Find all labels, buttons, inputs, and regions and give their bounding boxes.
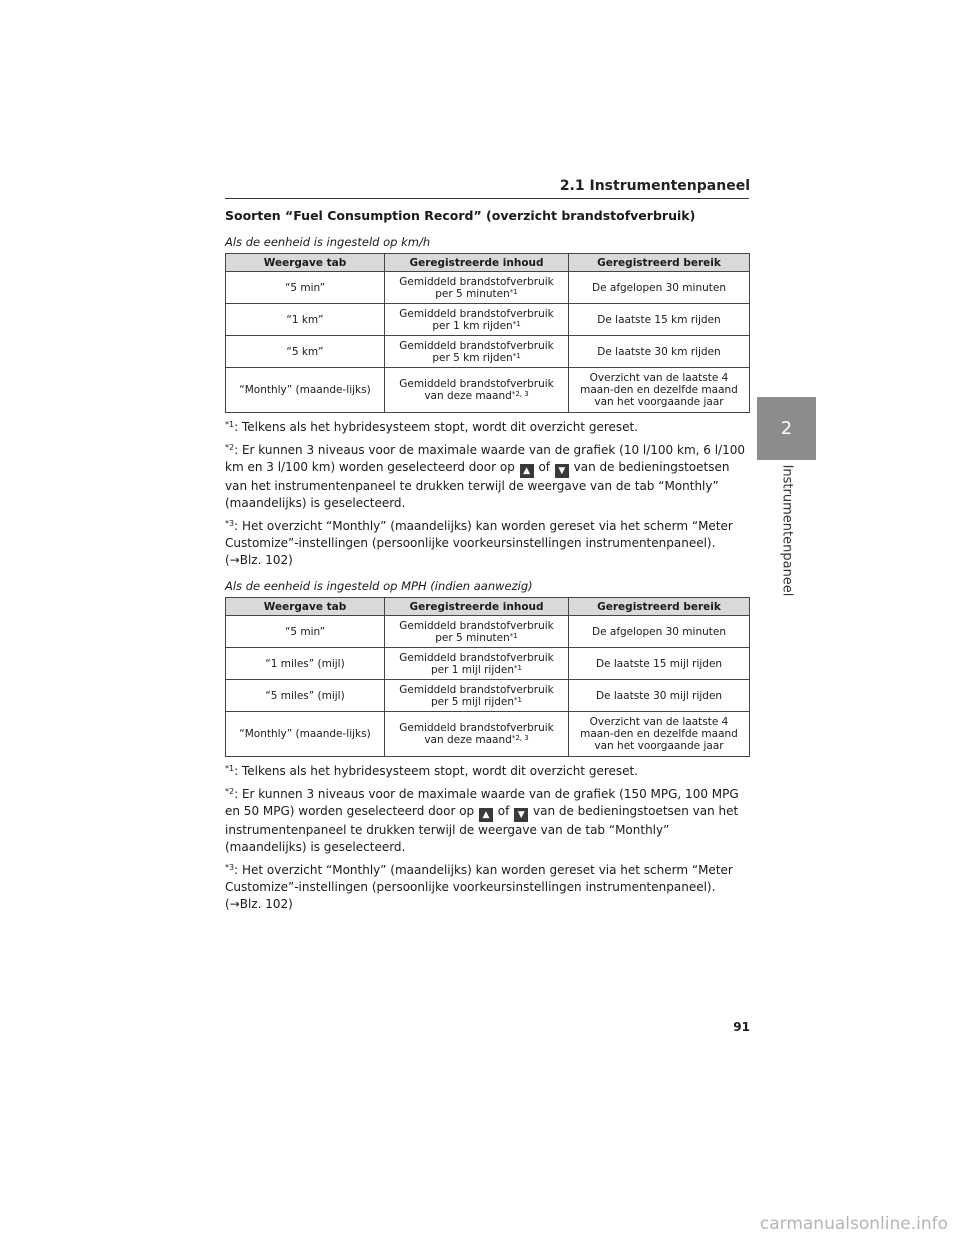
table-row (226, 648, 750, 680)
kmh-footnotes (225, 419, 750, 569)
chapter-label: Instrumentenpaneel (779, 464, 795, 597)
header-divider (225, 198, 749, 199)
footnote-ref: *1 (514, 663, 522, 672)
tab-cell: “1 miles” (mijl) (226, 648, 385, 680)
tab-cell: “1 km” (226, 304, 385, 336)
range-cell: Overzicht van de laatste 4 maan-den en dezelfde maand van het voorgaande jaar (569, 368, 750, 413)
table-row (226, 680, 750, 712)
tab-cell: “5 miles” (mijl) (226, 680, 385, 712)
mph-table (225, 597, 750, 757)
footnote-ref: *1 (512, 319, 521, 328)
range-cell: De laatste 30 mijl rijden (569, 680, 750, 712)
range-cell: De laatste 30 km rijden (569, 336, 750, 368)
column-header: Geregistreerd bereik (569, 254, 750, 272)
section-title: Soorten “Fuel Consumption Record” (overzicht brandstofverbruik) (225, 208, 696, 223)
range-cell: De afgelopen 30 minuten (569, 616, 750, 648)
page-reference-link[interactable]: (→Blz. 102) (225, 553, 293, 567)
main-content (225, 208, 750, 919)
range-cell: De laatste 15 km rijden (569, 304, 750, 336)
content-cell: Gemiddeld brandstofverbruik per 5 mijl rijden$^{*1}$ (385, 680, 569, 712)
chapter-number: 2 (780, 418, 793, 439)
chevron-up-icon: ▲ (520, 464, 534, 478)
table-header-row (226, 254, 750, 272)
running-header: 2.1 Instrumentenpaneel (559, 178, 750, 194)
table-row (226, 272, 750, 304)
footnote-3: $^{*3}$: Het overzicht “Monthly” (maandelijks) kan worden gereset via het scherm “Meter Customize”-instellingen (persoonlijke voorkeursinstellingen instrumentenpaneel). (→Blz. 102) (225, 519, 733, 567)
page-number: 91 (733, 1020, 750, 1034)
chevron-down-icon: ▼ (555, 464, 569, 478)
column-header: Geregistreerde inhoud (385, 254, 569, 272)
content-cell: Gemiddeld brandstofverbruik per 5 km rijden$^{*1}$ (385, 336, 569, 368)
footnote-ref: *1 (512, 351, 521, 360)
table-row (226, 336, 750, 368)
table-row (226, 368, 750, 413)
footnote-ref: *2, 3 (511, 390, 529, 398)
watermark: carmanualsonline.info (759, 1214, 948, 1234)
range-cell: Overzicht van de laatste 4 maan-den en dezelfde maand van het voorgaande jaar (569, 712, 750, 757)
column-header: Weergave tab (226, 254, 385, 272)
kmh-caption: Als de eenheid is ingesteld op km/h (225, 235, 431, 249)
tab-cell: “5 min” (226, 272, 385, 304)
range-cell: De afgelopen 30 minuten (569, 272, 750, 304)
footnote-ref: *1 (509, 631, 518, 640)
tab-cell: “Monthly” (maande-lijks) (226, 712, 385, 757)
tab-cell: “Monthly” (maande-lijks) (226, 368, 385, 413)
mph-footnotes (225, 763, 750, 913)
tab-cell: “5 min” (226, 616, 385, 648)
table-row (226, 304, 750, 336)
chevron-up-icon: ▲ (479, 808, 493, 822)
range-cell: De laatste 15 mijl rijden (569, 648, 750, 680)
content-cell: Gemiddeld brandstofverbruik per 1 mijl rijden$^{*1}$ (385, 648, 569, 680)
footnote-ref: *2, 3 (511, 734, 529, 742)
content-cell: Gemiddeld brandstofverbruik per 5 minuten$^{*1}$ (385, 272, 569, 304)
table-header-row (226, 598, 750, 616)
page-reference-link[interactable]: (→Blz. 102) (225, 897, 293, 911)
content-cell: Gemiddeld brandstofverbruik van deze maand$^{*2, 3}$ (385, 712, 569, 757)
content-cell: Gemiddeld brandstofverbruik van deze maand$^{*2, 3}$ (385, 368, 569, 413)
footnote-2: $^{*2}$: Er kunnen 3 niveaus voor de maximale waarde van de grafiek (10 l/100 km, 6 l/100 km en 3 l/100 km) worden geselecteerd door op ▲ of ▼ van de bedieningstoetsen van het instrumentenpaneel te drukken terwijl de weergave van de tab “Monthly” (maandelijks) is geselecteerd. (225, 443, 745, 510)
mph-caption: Als de eenheid is ingesteld op MPH (indien aanwezig) (225, 579, 533, 593)
footnote-3: $^{*3}$: Het overzicht “Monthly” (maandelijks) kan worden gereset via het scherm “Meter Customize”-instellingen (persoonlijke voorkeursinstellingen instrumentenpaneel). (→Blz. 102) (225, 863, 733, 911)
footnote-2: $^{*2}$: Er kunnen 3 niveaus voor de maximale waarde van de grafiek (150 MPG, 100 MPG en 50 MPG) worden geselecteerd door op ▲ of ▼ van de bedieningstoetsen van het instrumentenpaneel te drukken terwijl de weergave van de tab “Monthly” (maandelijks) is geselecteerd. (225, 787, 739, 854)
chapter-tab (757, 397, 816, 460)
tab-cell: “5 km” (226, 336, 385, 368)
footnote-1: $^{*1}$: Telkens als het hybridesysteem stopt, wordt dit overzicht gereset. (225, 764, 639, 778)
footnote-ref: *1 (514, 695, 522, 704)
content-cell: Gemiddeld brandstofverbruik per 1 km rijden$^{*1}$ (385, 304, 569, 336)
table-row (226, 712, 750, 757)
content-cell: Gemiddeld brandstofverbruik per 5 minuten$^{*1}$ (385, 616, 569, 648)
column-header: Weergave tab (226, 598, 385, 616)
column-header: Geregistreerd bereik (569, 598, 750, 616)
chevron-down-icon: ▼ (514, 808, 528, 822)
column-header: Geregistreerde inhoud (385, 598, 569, 616)
kmh-table (225, 253, 750, 413)
footnote-ref: *1 (509, 287, 518, 296)
chapter-side-label (778, 464, 796, 597)
table-row (226, 616, 750, 648)
footnote-1: $^{*1}$: Telkens als het hybridesysteem stopt, wordt dit overzicht gereset. (225, 420, 639, 434)
